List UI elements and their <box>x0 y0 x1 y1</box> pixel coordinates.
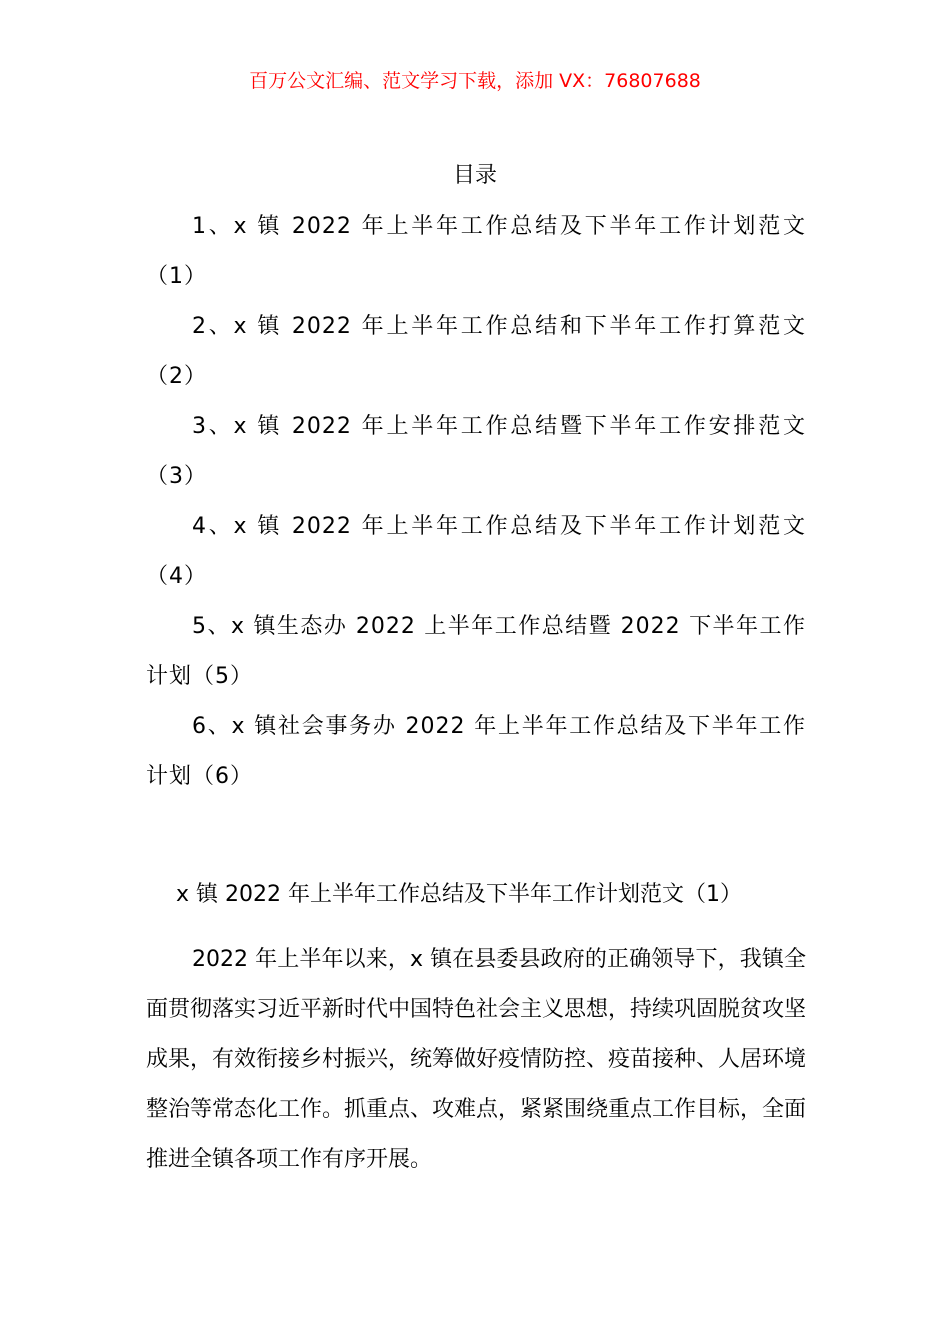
toc-item-2: 2、x 镇 2022 年上半年工作总结和下半年工作打算范文（2） <box>146 314 806 389</box>
toc-item-4: 4、x 镇 2022 年上半年工作总结及下半年工作计划范文（4） <box>146 514 806 589</box>
header-banner: 百万公文汇编、范文学习下载，添加 VX：76807688 <box>249 70 701 92</box>
toc-item-6: 6、x 镇社会事务办 2022 年上半年工作总结及下半年工作计划（6） <box>146 714 806 789</box>
toc-item-5: 5、x 镇生态办 2022 上半年工作总结暨 2022 下半年工作计划（5） <box>146 614 806 689</box>
section-heading: x 镇 2022 年上半年工作总结及下半年工作计划范文（1） <box>176 882 742 907</box>
toc-title: 目录 <box>452 163 497 188</box>
body-paragraph: 2022 年上半年以来，x 镇在县委县政府的正确领导下，我镇全面贯彻落实习近平新时代中国特色社会主义思想，持续巩固脱贫攻坚成果，有效衔接乡村振兴，统筹做好疫情防控、疫苗接种、人居环境整治等常态化工作。抓重点、攻难点，紧紧围绕重点工作目标，全面推进全镇各项工作有序开展。 <box>146 947 807 1172</box>
table-of-contents <box>146 202 806 802</box>
toc-item-1: 1、x 镇 2022 年上半年工作总结及下半年工作计划范文（1） <box>146 214 806 289</box>
toc-item-3: 3、x 镇 2022 年上半年工作总结暨下半年工作安排范文（3） <box>146 414 806 489</box>
